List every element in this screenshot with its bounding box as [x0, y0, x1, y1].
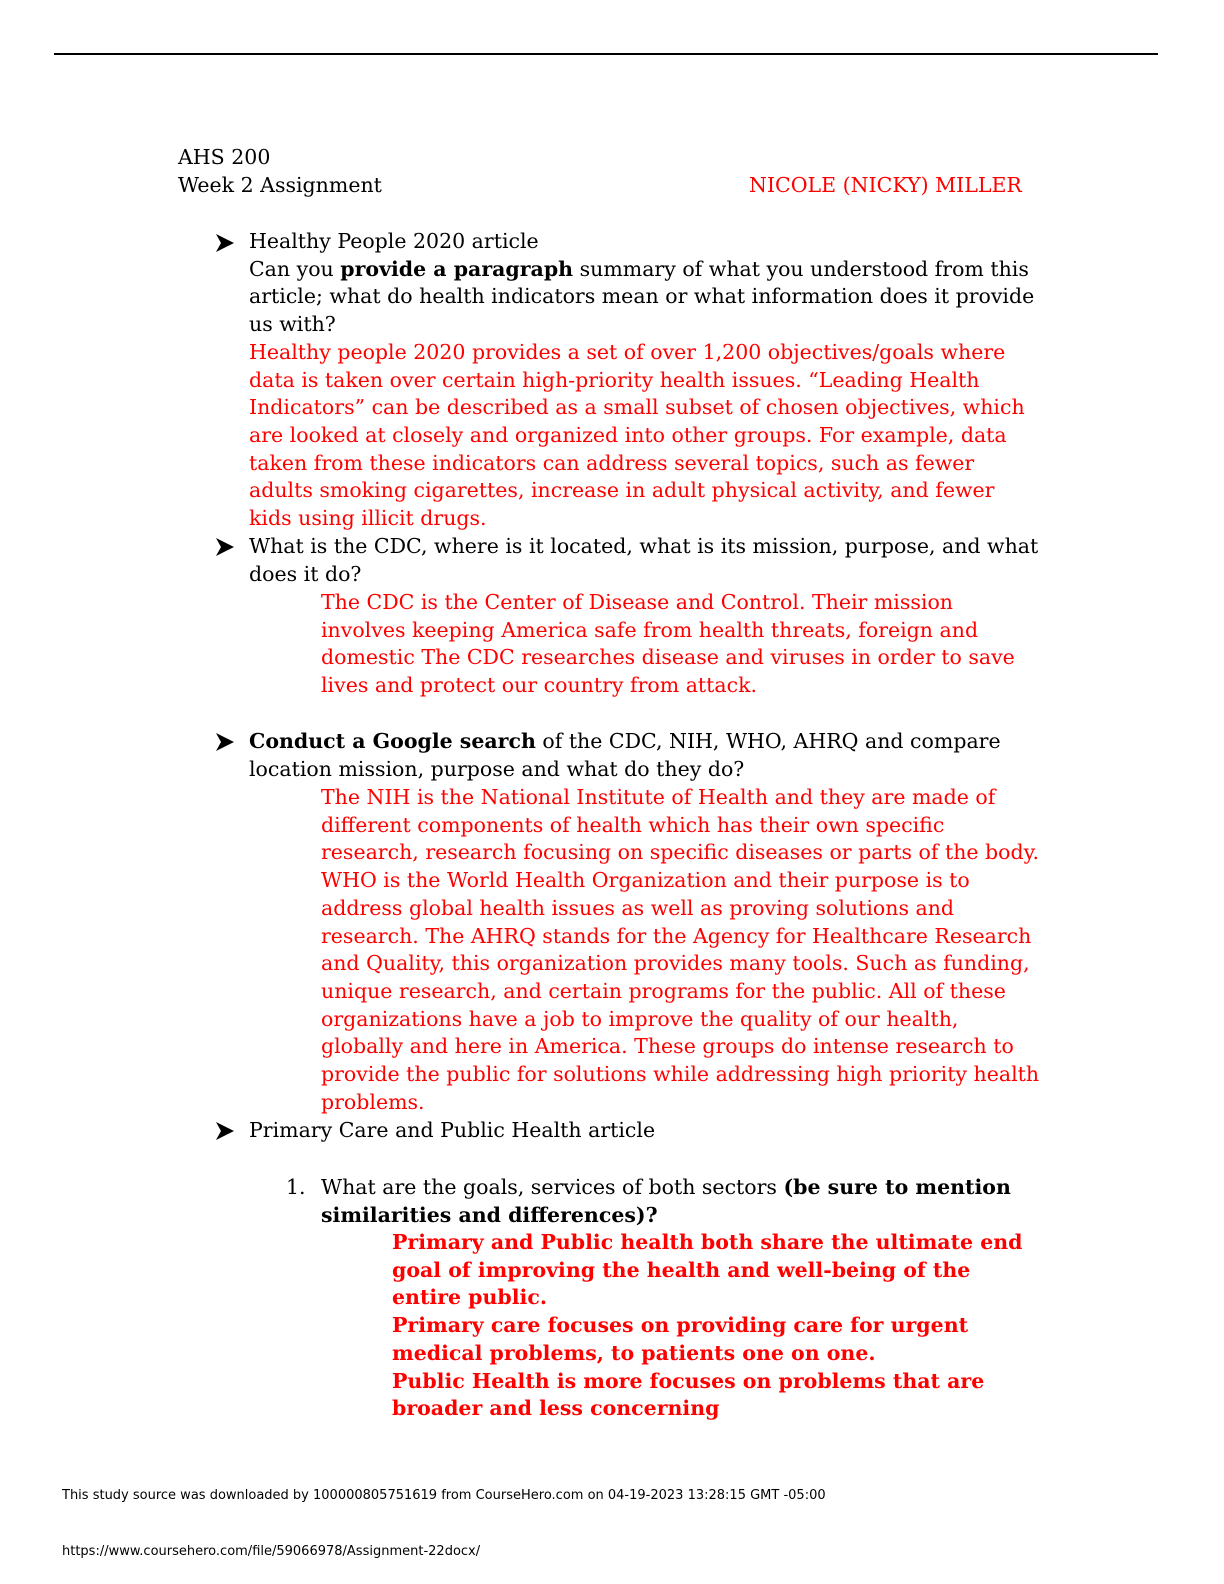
section-title: Healthy People 2020 article [249, 229, 539, 253]
list-number: 1. [286, 1175, 306, 1199]
section-healthy-people [249, 228, 1039, 533]
source-url[interactable]: https://www.coursehero.com/file/59066978/Assignment-22docx/ [62, 1544, 481, 1559]
course-code: AHS 200 [178, 145, 271, 169]
question-text: Conduct a Google search of the CDC, NIH, WHO, AHRQ and compare location mission, purpose and what do they do? [249, 729, 1001, 781]
top-rule [54, 53, 1158, 55]
answer-text: The NIH is the National Institute of Health and they are made of different components of health which has their own specific research, research focusing on specific diseases or parts of the body. WHO is the World Health Organization and their purpose is to address global health issues as well as proving solutions and research. The AHRQ stands for the Agency for Healthcare Research and Quality, this organization provides many tools. Such as funding, unique research, and certain programs for the public. All of these organizations have a job to improve the quality of our health, globally and here in America. These groups do intense research to provide the public for solutions while addressing high priority health problems. [321, 785, 1040, 1114]
answer-line: Public Health is more focuses on problems that are broader and less concerning [392, 1368, 985, 1421]
student-name: NICOLE (NICKY) MILLER [749, 173, 1022, 197]
section-cdc-question [249, 533, 1039, 588]
section-google-search-question [249, 728, 1049, 783]
numbered-answer [392, 1229, 1037, 1423]
arrowhead-bullet-icon [214, 731, 236, 753]
section-google-search-answer [321, 784, 1046, 1116]
section-cdc-answer [321, 589, 1031, 700]
answer-line: Primary care focuses on providing care for urgent medical problems, to patients one on one. [392, 1313, 969, 1365]
assignment-title: Week 2 Assignment [178, 173, 382, 197]
arrowhead-bullet-icon [214, 1120, 236, 1142]
question-text: What is the CDC, where is it located, what is its mission, purpose, and what does it do? [249, 534, 1039, 586]
arrowhead-bullet-icon [214, 536, 236, 558]
arrowhead-bullet-icon [214, 232, 236, 254]
question-text: What are the goals, services of both sectors (be sure to mention similarities and differences)? [321, 1175, 1011, 1227]
section-title: Primary Care and Public Health article [249, 1118, 656, 1142]
section-primary-care [249, 1117, 1039, 1145]
answer-line: Primary and Public health both share the ultimate end goal of improving the health and well-being of the entire public. [392, 1230, 1023, 1310]
question-text: Can you provide a paragraph summary of what you understood from this article; what do health indicators mean or what information does it provide us with? [249, 256, 1035, 337]
answer-text: Healthy people 2020 provides a set of over 1,200 objectives/goals where data is taken over certain high-priority health issues. “Leading Health Indicators” can be described as a small subset of chosen objectives, which are looked at closely and organized into other groups. For example, data taken from these indicators can address several topics, such as fewer adults smoking cigarettes, increase in adult physical activity, and fewer kids using illicit drugs. [249, 339, 1025, 531]
numbered-question [321, 1174, 1011, 1229]
download-notice: This study source was downloaded by 100000805751619 from CourseHero.com on 04-19-2023 13:28:15 GMT -05:00 [62, 1488, 826, 1503]
answer-text: The CDC is the Center of Disease and Control. Their mission involves keeping America safe from health threats, foreign and domestic The CDC researches disease and viruses in order to save lives and protect our country from attack. [321, 590, 1015, 698]
